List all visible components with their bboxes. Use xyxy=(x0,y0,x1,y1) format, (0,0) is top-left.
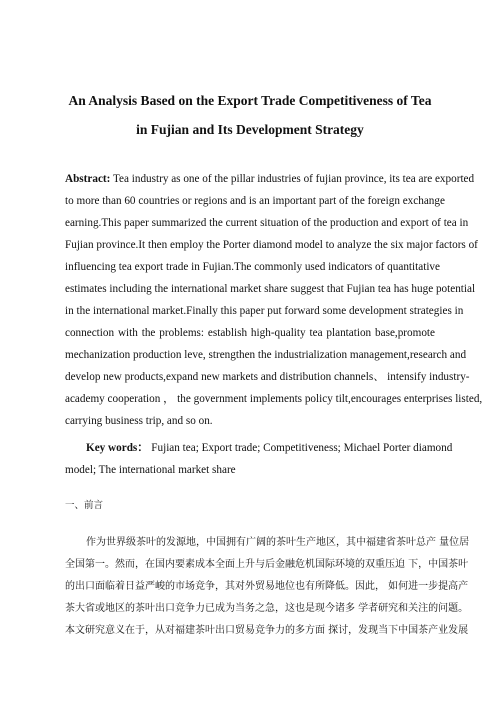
abstract-line-5: influencing tea export trade in Fujian.The commonly used indicators of quantitative xyxy=(65,261,440,273)
abstract-line-10: develop new products,expand new markets and distribution channels、 intensify industry- xyxy=(65,371,470,383)
intro-line-5: 本文研究意义在于，从对福建茶叶出口贸易竞争力的多方面 探讨，发现当下中国茶产业发展 xyxy=(65,625,469,636)
abstract-line-3: earning.This paper summarized the current situation of the production and export of tea in xyxy=(65,217,469,229)
intro-line-1: 作为世界级茶叶的发源地，中国拥有广阔的茶叶生产地区，其中福建省茶叶总产 量位居 xyxy=(86,537,470,548)
abstract-line-7: in the international market.Finally this paper put forward some development strategies in xyxy=(65,305,464,317)
abstract-line-11: academy cooperation ， the government implements policy tilt,encourages enterprises listed, xyxy=(65,393,483,405)
intro-line-4: 茶大省或地区的茶叶出口竞争力已成为当务之急，这也是现今诸多 学者研究和关注的问题。 xyxy=(65,603,469,614)
abstract-line-6: estimates including the international market share suggest that Fujian tea has huge potential xyxy=(65,283,476,295)
section-heading: 一、前言 xyxy=(65,500,104,511)
abstract-line-4: Fujian province.It then employ the Porter diamond model to analyze the six major factors of xyxy=(65,239,478,251)
abstract-line-8: connection with the problems: establish high-quality tea plantation base,promote xyxy=(65,327,435,339)
intro-line-2: 全国第一。然而，在国内要素成本全面上升与后金融危机国际环境的双重压迫 下，中国茶叶 xyxy=(65,559,469,570)
keywords-line-1: Key words： Fujian tea; Export trade; Competitiveness; Michael Porter diamond xyxy=(86,442,453,454)
intro-line-3: 的出口面临着日益严峻的市场竞争，其对外贸易地位也有所降低。因此， 如何进一步提高产 xyxy=(65,581,469,592)
keywords-line-2: model; The international market share xyxy=(65,464,236,476)
abstract-line-2: to more than 60 countries or regions and is an important part of the foreign exchange xyxy=(65,195,445,207)
keywords-label: Key words： xyxy=(86,442,149,454)
abstract-line-1: Abstract: Tea industry as one of the pillar industries of fujian province, its tea are exported xyxy=(65,173,475,185)
abstract-line-9: mechanization production leve, strengthen the industrialization management,research and xyxy=(65,349,467,361)
abstract-label: Abstract: xyxy=(65,173,111,185)
paper-title-line-2: in Fujian and Its Development Strategy xyxy=(136,122,364,137)
abstract-line-12: carrying business trip, and so on. xyxy=(65,415,213,427)
paper-title-line-1: An Analysis Based on the Export Trade Competitiveness of Tea xyxy=(68,93,432,108)
